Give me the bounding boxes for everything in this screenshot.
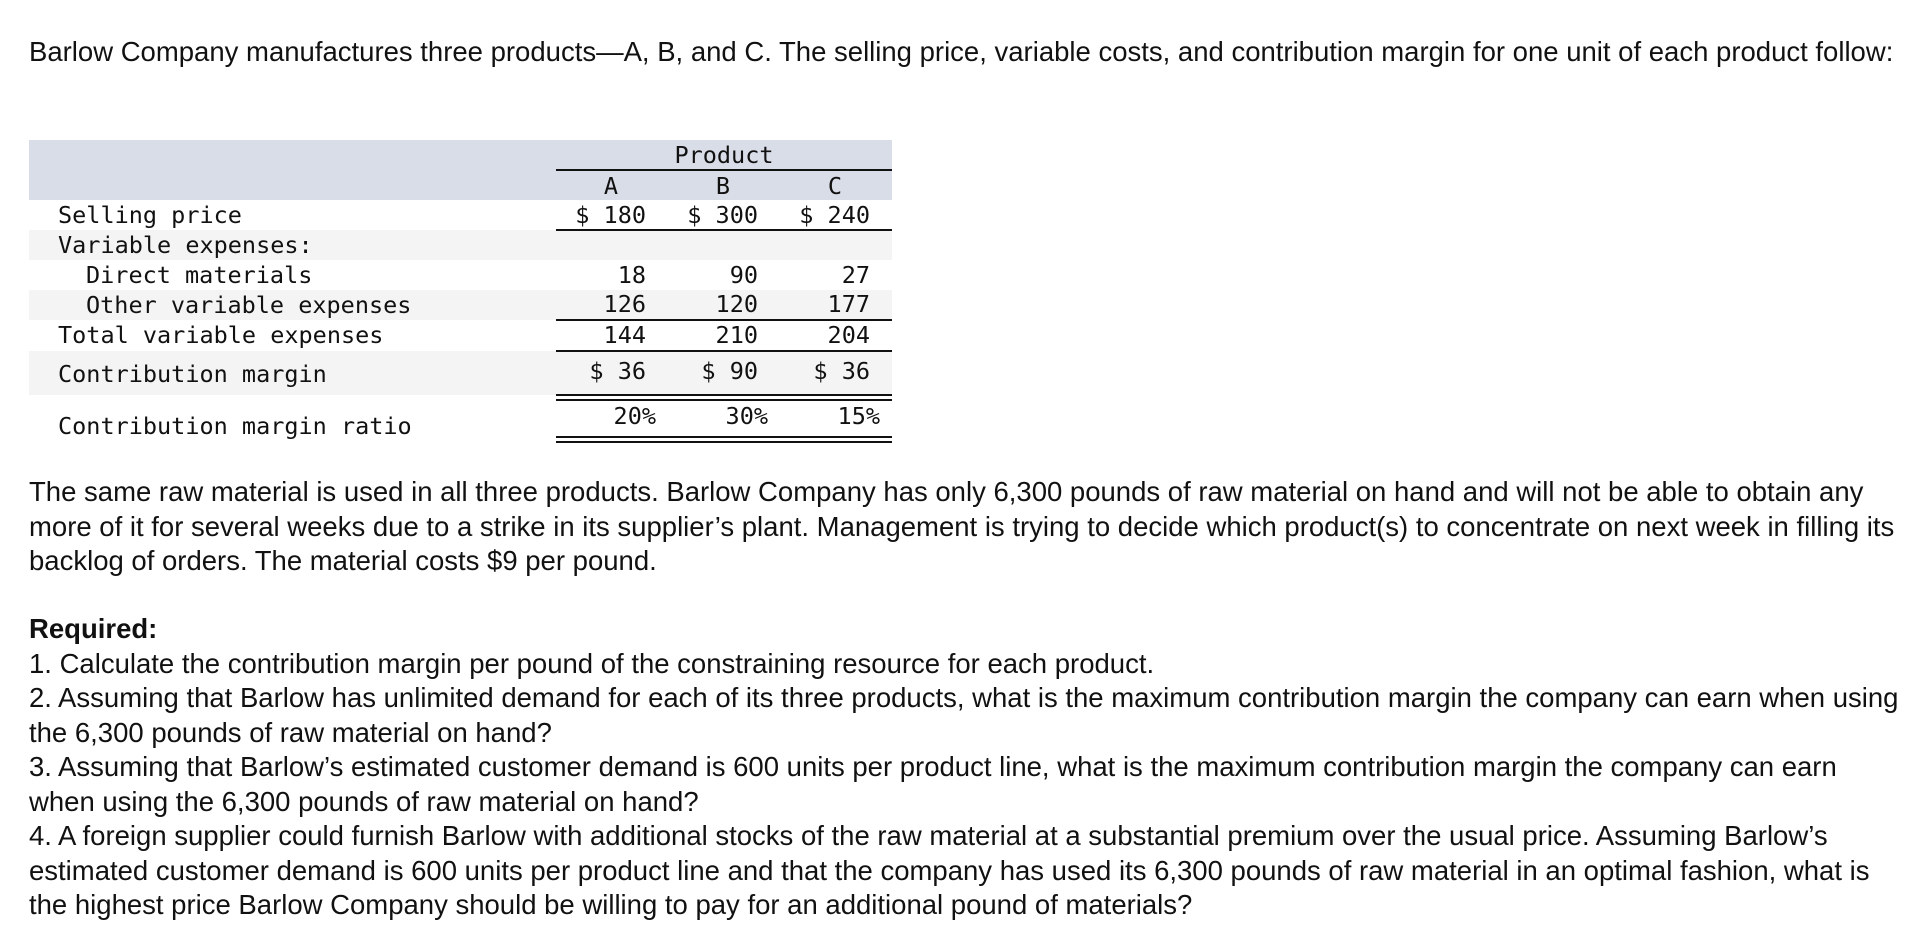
cm-ratio-rule-2 [556, 441, 892, 443]
cell-total-variable-b: 210 [715, 321, 758, 349]
product-group-header: Product [674, 141, 774, 169]
cell-contribution-margin-a: $ 36 [589, 357, 646, 385]
total-variable-rule [556, 350, 892, 352]
cell-direct-materials-b: 90 [729, 261, 758, 289]
row-label-total-variable-expenses: Total variable expenses [58, 321, 384, 349]
column-header-b: B [715, 172, 731, 200]
cell-contribution-margin-b: $ 90 [701, 357, 758, 385]
cell-other-variable-b: 120 [715, 290, 758, 318]
required-item-1: 1. Calculate the contribution margin per pound of the constraining resource for each product. [29, 647, 1155, 679]
cell-selling-price-a: $ 180 [575, 201, 646, 229]
cell-contribution-margin-c: $ 36 [813, 357, 870, 385]
cell-cm-ratio-c: 15% [837, 402, 880, 430]
cell-total-variable-a: 144 [603, 321, 646, 349]
row-label-other-variable-expenses: Other variable expenses [86, 291, 412, 319]
selling-price-rule [556, 229, 892, 231]
cell-selling-price-b: $ 300 [687, 201, 758, 229]
cell-total-variable-c: 204 [827, 321, 870, 349]
cell-other-variable-a: 126 [603, 290, 646, 318]
column-header-c: C [827, 172, 843, 200]
cell-cm-ratio-b: 30% [725, 402, 768, 430]
required-item-4: 4. A foreign supplier could furnish Barlow with additional stocks of the raw material at a substantial premium over the usual price. Assuming Barlow’s estimated customer demand is 600 units per product line and that the company has used its 6,300 pounds of raw material in an optimal fashion, what is the highest price Barlow Company should be willing to pay for an additional pound of materials? [29, 820, 1870, 920]
required-item-2: 2. Assuming that Barlow has unlimited demand for each of its three products, what is the maximum contribution margin the company can earn when using the 6,300 pounds of raw material on hand? [29, 682, 1899, 748]
cm-ratio-rule-1 [556, 436, 892, 438]
required-item-3: 3. Assuming that Barlow’s estimated customer demand is 600 units per product line, what is the maximum contribution margin the company can earn when using the 6,300 pounds of raw material on hand? [29, 751, 1837, 817]
cell-selling-price-c: $ 240 [799, 201, 870, 229]
intro-paragraph: Barlow Company manufactures three products—A, B, and C. The selling price, variable costs, and contribution margin for one unit of each product follow: [29, 36, 1894, 67]
row-label-contribution-margin: Contribution margin [58, 360, 327, 388]
cell-other-variable-c: 177 [827, 290, 870, 318]
required-heading: Required: [29, 613, 158, 644]
raw-material-paragraph: The same raw material is used in all three products. Barlow Company has only 6,300 pounds of raw material on hand and will not be able to obtain any more of it for several weeks due to a strike in its supplier’s plant. Management is trying to decide which product(s) to concentrate on next week in filling its backlog of orders. The material costs $9 per pound. [29, 476, 1895, 576]
column-header-a: A [603, 172, 619, 200]
row-label-direct-materials: Direct materials [86, 261, 313, 289]
row-label-variable-expenses: Variable expenses: [58, 231, 313, 259]
cell-cm-ratio-a: 20% [613, 402, 656, 430]
row-label-contribution-margin-ratio: Contribution margin ratio [58, 412, 412, 440]
cell-direct-materials-c: 27 [841, 261, 870, 289]
contribution-margin-rule-1 [556, 394, 892, 396]
required-section [29, 612, 1909, 923]
cell-direct-materials-a: 18 [617, 261, 646, 289]
row-label-selling-price: Selling price [58, 201, 242, 229]
